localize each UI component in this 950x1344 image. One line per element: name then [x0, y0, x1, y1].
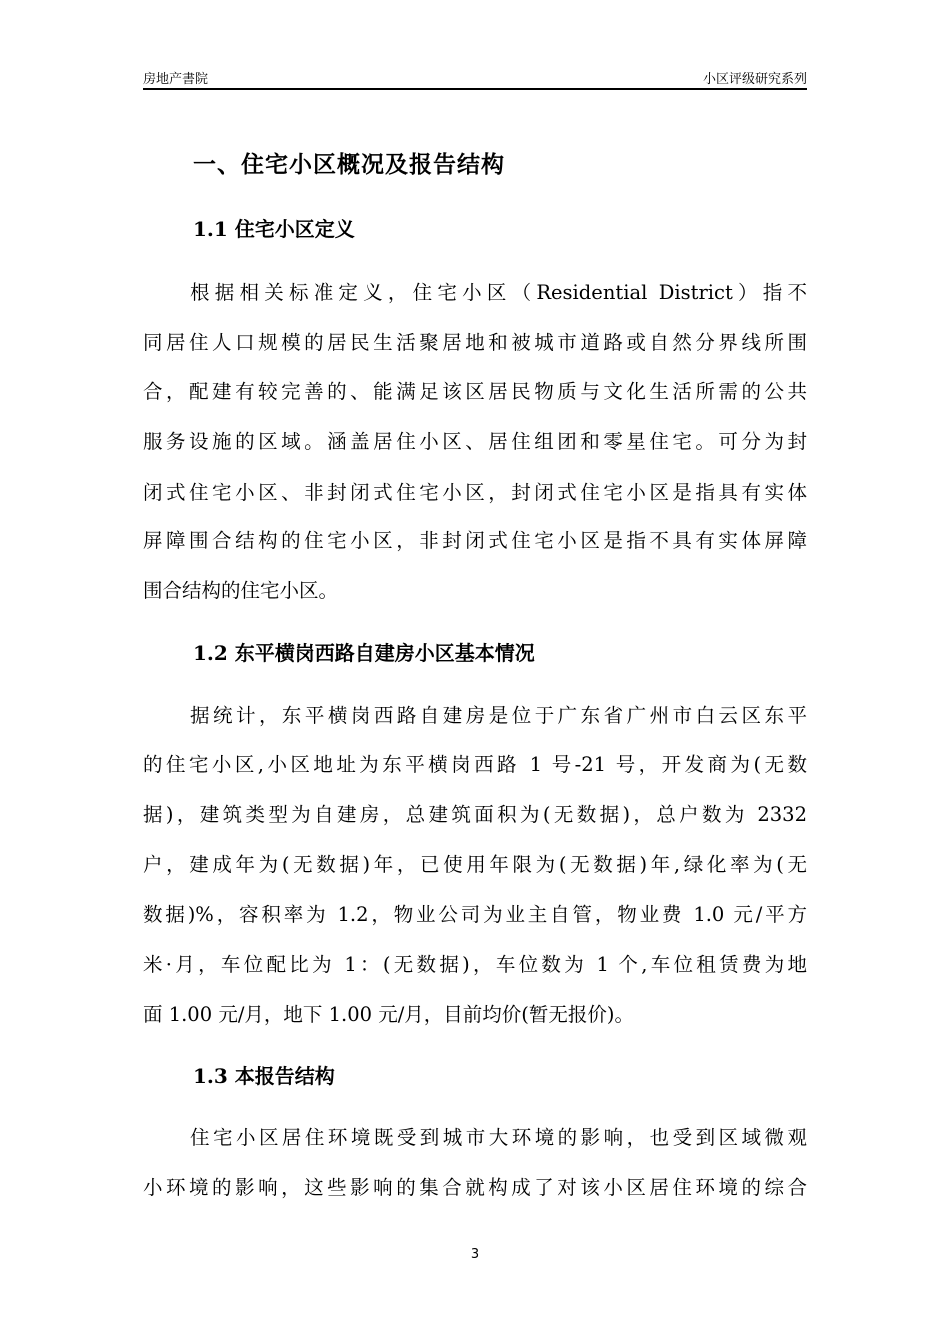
section-heading-1-1: 1.1 住宅小区定义: [193, 217, 355, 241]
paragraph-line: 据)，建筑类型为自建房，总建筑面积为(无数据)，总户数为 2332: [143, 803, 807, 826]
paragraph-line: 面 1.00 元/月，地下 1.00 元/月，目前均价(暂无报价)。: [143, 1003, 634, 1026]
paragraph-line: 数据)%，容积率为 1.2，物业公司为业主自管，物业费 1.0 元/平方: [143, 903, 807, 926]
paragraph-line: 围合结构的住宅小区。: [143, 579, 339, 602]
paragraph-line: 服务设施的区域。涵盖居住小区、居住组团和零星住宅。可分为封: [143, 430, 807, 453]
paragraph-line: 米·月，车位配比为 1：(无数据)，车位数为 1 个,车位租赁费为地: [143, 953, 807, 976]
header-series-title: 小区评级研究系列: [702, 72, 807, 87]
paragraph-line: 同居住人口规模的居民生活聚居地和被城市道路或自然分界线所围: [143, 331, 807, 354]
page-number: 3: [470, 1247, 480, 1262]
page-header: [143, 68, 807, 90]
header-publisher: 房地产書院: [143, 72, 209, 87]
header-divider: [143, 88, 807, 90]
paragraph-line: 小环境的影响，这些影响的集合就构成了对该小区居住环境的综合: [143, 1176, 807, 1199]
paragraph-line: 户，建成年为(无数据)年，已使用年限为(无数据)年,绿化率为(无: [143, 853, 807, 876]
paragraph-line: 住宅小区居住环境既受到城市大环境的影响，也受到区域微观: [190, 1126, 807, 1149]
paragraph-line: 的住宅小区,小区地址为东平横岗西路 1 号-21 号，开发商为(无数: [143, 753, 807, 776]
chapter-title: 一、住宅小区概况及报告结构: [193, 151, 505, 178]
paragraph-line: 合，配建有较完善的、能满足该区居民物质与文化生活所需的公共: [143, 380, 807, 403]
section-heading-1-3: 1.3 本报告结构: [193, 1064, 335, 1088]
paragraph-line: 闭式住宅小区、非封闭式住宅小区，封闭式住宅小区是指具有实体: [143, 481, 807, 504]
paragraph-line: 根据相关标准定义，住宅小区（Residential District）指不: [190, 281, 807, 304]
section-heading-1-2: 1.2 东平横岗西路自建房小区基本情况: [193, 641, 535, 665]
paragraph-line: 据统计，东平横岗西路自建房是位于广东省广州市白云区东平: [190, 704, 807, 727]
paragraph-line: 屏障围合结构的住宅小区，非封闭式住宅小区是指不具有实体屏障: [143, 529, 807, 552]
